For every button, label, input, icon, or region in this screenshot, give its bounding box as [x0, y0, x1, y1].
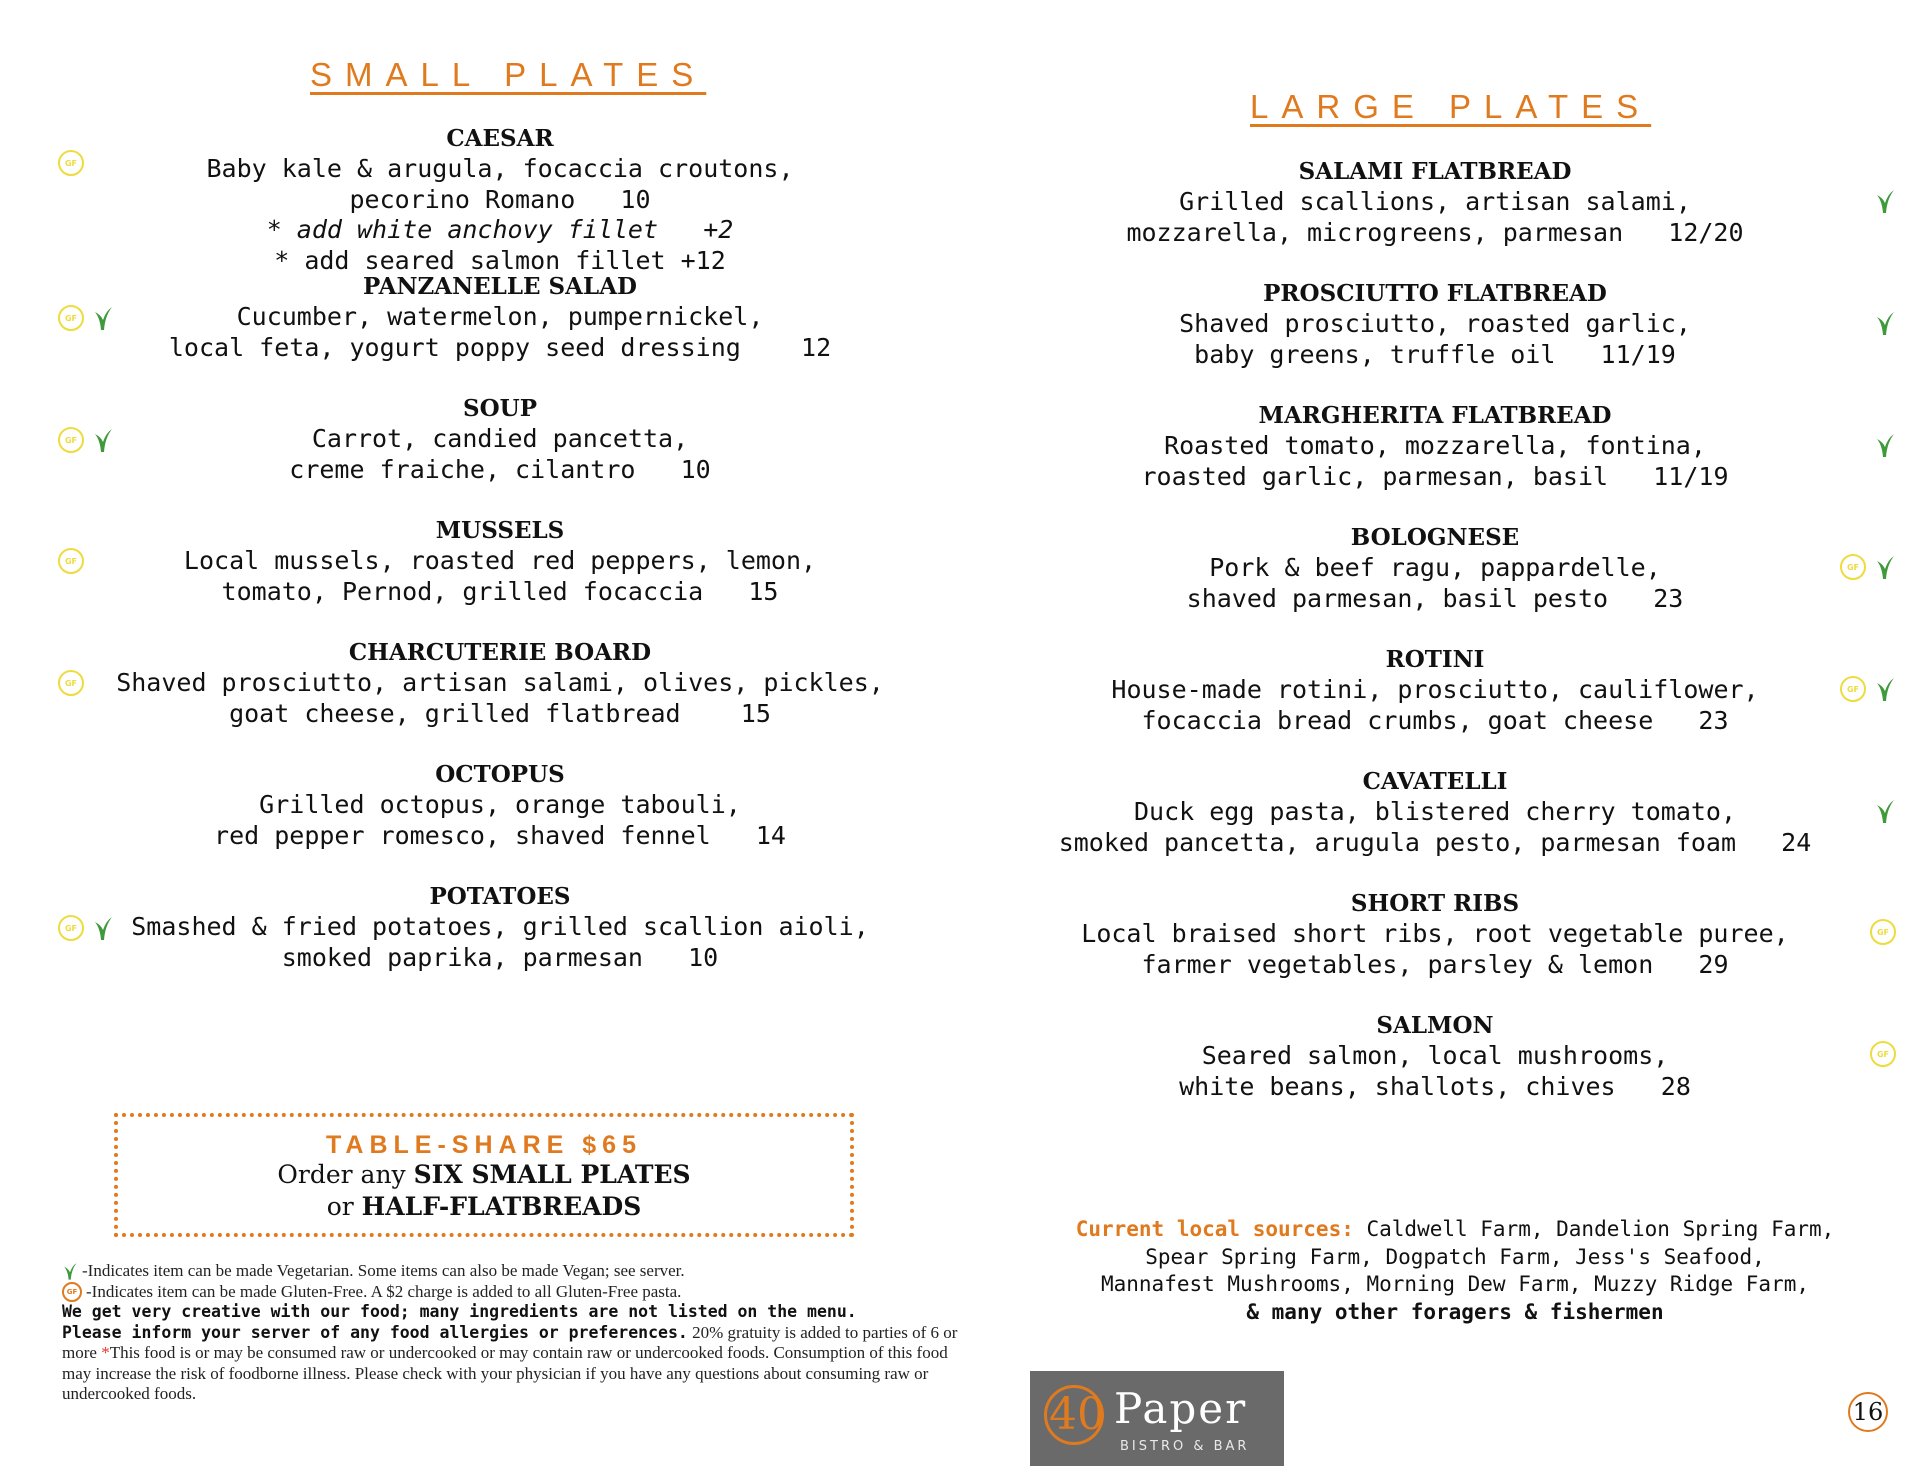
dietary-marks [1840, 675, 1896, 703]
legend-veg-text: -Indicates item can be made Vegetarian. Some items can also be made Vegan; see server. [82, 1261, 685, 1280]
menu-item-name: SHORT RIBS [1350, 890, 1520, 917]
menu-item-name: SALMON [1376, 1012, 1494, 1039]
small-plates-title: SMALL PLATES [310, 56, 707, 93]
menu-item-name: POTATOES [429, 883, 571, 910]
menu-item-description: Duck egg pasta, blistered cherry tomato, [1133, 797, 1737, 826]
menu-item-description: creme fraiche, cilantro 10 [289, 454, 711, 484]
logo-number-circle [1044, 1385, 1104, 1445]
menu-item-text [0, 760, 1000, 851]
logo-word: Paper [1114, 1384, 1248, 1433]
menu-item [0, 272, 1000, 394]
logo-subtitle: BISTRO & BAR [1120, 1439, 1250, 1454]
menu-item [0, 638, 1000, 760]
menu-item-name: ROTINI [1385, 646, 1485, 673]
sources-label: Current local sources: [1075, 1217, 1354, 1241]
restaurant-logo [1030, 1371, 1284, 1466]
menu-item-description: farmer vegetables, parsley & lemon 29 [1141, 949, 1729, 979]
menu-item-text [1000, 401, 1870, 492]
menu-item-text [0, 272, 1000, 363]
vegetarian-icon [62, 1261, 78, 1281]
sources-line-4: & many other foragers & fishermen [1246, 1299, 1664, 1324]
legend-allergy-note: Please inform your server of any food allergies or preferences. [62, 1322, 688, 1342]
menu-item-text [0, 124, 1000, 276]
menu-item-addon: * add seared salmon fillet +12 [274, 245, 726, 275]
menu-item [0, 124, 1000, 275]
gluten-free-icon: GF [1840, 676, 1866, 702]
menu-item-name: CAESAR [446, 125, 554, 152]
legend-gf-row [62, 1282, 962, 1303]
gluten-free-icon: GF [58, 150, 84, 176]
menu-item-description: roasted garlic, parmesan, basil 11/19 [1141, 461, 1729, 491]
dietary-marks [58, 426, 114, 454]
gluten-free-icon: GF [1870, 919, 1896, 945]
menu-item-description: shaved parmesan, basil pesto 23 [1186, 583, 1684, 613]
dietary-marks [58, 150, 84, 176]
menu-item-description: mozzarella, microgreens, parmesan 12/20 [1126, 217, 1744, 247]
menu-item-name: CHARCUTERIE BOARD [348, 639, 652, 666]
gluten-free-icon: GF [58, 670, 84, 696]
menu-item [1000, 523, 1920, 645]
menu-item-description: Cucumber, watermelon, pumpernickel, [236, 302, 764, 331]
menu-item-name: MUSSELS [435, 517, 565, 544]
menu-item-description: Grilled octopus, orange tabouli, [259, 790, 741, 819]
legend-creative-note: We get very creative with our food; many ingredients are not listed on the menu. [62, 1302, 857, 1321]
vegetarian-icon [92, 304, 114, 332]
menu-item [1000, 401, 1920, 523]
menu-item-text [0, 516, 1000, 607]
vegetarian-icon [1874, 675, 1896, 703]
dietary-marks [1840, 553, 1896, 581]
sources-line-3: Mannafest Mushrooms, Morning Dew Farm, Muzzy Ridge Farm, [1100, 1272, 1809, 1296]
small-plates-list [0, 124, 1000, 1004]
table-share-prefix-2: or [326, 1192, 362, 1221]
menu-item-description: Roasted tomato, mozzarella, fontina, [1164, 431, 1706, 460]
menu-item-text [1000, 767, 1870, 858]
menu-item-description: local feta, yogurt poppy seed dressing 12 [168, 332, 832, 362]
menu-item-text [1000, 157, 1870, 248]
dietary-marks [1874, 187, 1896, 215]
menu-item-description: Shaved prosciutto, roasted garlic, [1179, 309, 1691, 338]
table-share-box [114, 1113, 854, 1237]
page-number: 16 [1848, 1392, 1888, 1432]
menu-item [1000, 767, 1920, 889]
menu-item-description: white beans, shallots, chives 28 [1179, 1071, 1691, 1101]
dietary-marks [1870, 1041, 1896, 1067]
dietary-marks [58, 304, 114, 332]
menu-item-text [1000, 889, 1870, 980]
table-share-bold-2: HALF-FLATBREADS [361, 1192, 642, 1221]
menu-item-description: Smashed & fried potatoes, grilled scallion aioli, [131, 912, 869, 941]
menu-item-text [0, 394, 1000, 485]
table-share-line-2 [118, 1191, 850, 1223]
menu-item-text [1000, 279, 1870, 370]
menu-item-description: House-made rotini, prosciutto, cauliflower, [1111, 675, 1759, 704]
vegetarian-icon [1874, 309, 1896, 337]
menu-item-name: MARGHERITA FLATBREAD [1258, 402, 1612, 429]
menu-item-description: red pepper romesco, shaved fennel 14 [214, 820, 786, 850]
menu-item-name: PROSCIUTTO FLATBREAD [1263, 280, 1607, 307]
menu-item-name: OCTOPUS [435, 761, 565, 788]
dietary-marks [58, 914, 114, 942]
menu-item [0, 882, 1000, 1004]
menu-item-description: Local braised short ribs, root vegetable puree, [1081, 919, 1789, 948]
dietary-marks [1874, 309, 1896, 337]
menu-item-description: smoked pancetta, arugula pesto, parmesan foam 24 [1058, 827, 1812, 857]
gluten-free-icon: GF [58, 305, 84, 331]
menu-item-description: Seared salmon, local mushrooms, [1201, 1041, 1669, 1070]
menu-item-description: tomato, Pernod, grilled focaccia 15 [221, 576, 779, 606]
sources-text-1: Caldwell Farm, Dandelion Spring Farm, [1353, 1217, 1835, 1241]
logo-number: 40 [1049, 1389, 1105, 1440]
menu-item-name: SOUP [463, 395, 537, 422]
large-plates-title: LARGE PLATES [1250, 88, 1652, 125]
menu-legend [62, 1261, 962, 1405]
menu-item [1000, 1011, 1920, 1133]
menu-item-name: BOLOGNESE [1350, 524, 1520, 551]
gluten-free-icon: GF [62, 1282, 82, 1302]
dietary-marks [58, 670, 84, 696]
menu-item [1000, 157, 1920, 279]
dietary-marks [1874, 797, 1896, 825]
local-sources [1020, 1216, 1890, 1326]
legend-notes [62, 1302, 962, 1405]
gluten-free-icon: GF [58, 427, 84, 453]
menu-item-description: baby greens, truffle oil 11/19 [1194, 339, 1676, 369]
legend-raw-warning: This food is or may be consumed raw or undercooked or may contain raw or undercooked foods. Consumption of this food may increase the risk of foodborne illness. Please check with your physician if you have any questions about consuming raw or undercooked foods. [62, 1343, 948, 1403]
table-share-bold-1: SIX SMALL PLATES [413, 1160, 691, 1189]
large-plates-list [1000, 157, 1920, 1133]
vegetarian-icon [1874, 431, 1896, 459]
menu-item-description: pecorino Romano 10 [349, 184, 651, 214]
menu-item [1000, 279, 1920, 401]
menu-item-text [1000, 645, 1870, 736]
menu-item-description: Pork & beef ragu, pappardelle, [1209, 553, 1661, 582]
menu-item [1000, 889, 1920, 1011]
legend-gratuity-note: 20% gratuity is added to parties of 6 or more [62, 1322, 958, 1362]
menu-item-description: Shaved prosciutto, artisan salami, olives, pickles, [116, 668, 884, 697]
dietary-marks [1874, 431, 1896, 459]
menu-item [1000, 645, 1920, 767]
menu-item [0, 394, 1000, 516]
menu-item-name: SALAMI FLATBREAD [1298, 158, 1572, 185]
legend-asterisk: * [101, 1343, 110, 1362]
menu-item-description: smoked paprika, parmesan 10 [281, 942, 719, 972]
gluten-free-icon: GF [1870, 1041, 1896, 1067]
menu-item-text [0, 882, 1000, 973]
table-share-line-1 [118, 1159, 850, 1191]
menu-item-description: Carrot, candied pancetta, [311, 424, 689, 453]
vegetarian-icon [1874, 553, 1896, 581]
sources-line-1 [1020, 1216, 1890, 1244]
menu-item-name: PANZANELLE SALAD [363, 273, 637, 300]
menu-item-text [1000, 523, 1870, 614]
menu-item [0, 516, 1000, 638]
table-share-prefix-1: Order any [277, 1160, 414, 1189]
dietary-marks [1870, 919, 1896, 945]
vegetarian-icon [92, 914, 114, 942]
table-share-title: TABLE-SHARE $65 [326, 1131, 642, 1159]
menu-item-description: Local mussels, roasted red peppers, lemon, [183, 546, 817, 575]
menu-item-text [0, 638, 1000, 729]
menu-item-description: focaccia bread crumbs, goat cheese 23 [1141, 705, 1729, 735]
legend-gf-text: -Indicates item can be made Gluten-Free. A $2 charge is added to all Gluten-Free pasta. [86, 1281, 682, 1301]
legend-veg-row [62, 1261, 962, 1282]
sources-line-2: Spear Spring Farm, Dogpatch Farm, Jess's Seafood, [1145, 1244, 1765, 1269]
dietary-marks [58, 548, 84, 574]
vegetarian-icon [1874, 187, 1896, 215]
menu-item-description: goat cheese, grilled flatbread 15 [229, 698, 771, 728]
menu-item-description: Baby kale & arugula, focaccia croutons, [206, 154, 794, 183]
gluten-free-icon: GF [1840, 554, 1866, 580]
menu-item [0, 760, 1000, 882]
menu-item-addon: * add white anchovy fillet +2 [266, 215, 734, 244]
gluten-free-icon: GF [58, 548, 84, 574]
menu-item-name: CAVATELLI [1362, 768, 1508, 795]
menu-item-text [1000, 1011, 1870, 1102]
vegetarian-icon [92, 426, 114, 454]
gluten-free-icon: GF [58, 915, 84, 941]
menu-item-description: Grilled scallions, artisan salami, [1179, 187, 1691, 216]
vegetarian-icon [1874, 797, 1896, 825]
